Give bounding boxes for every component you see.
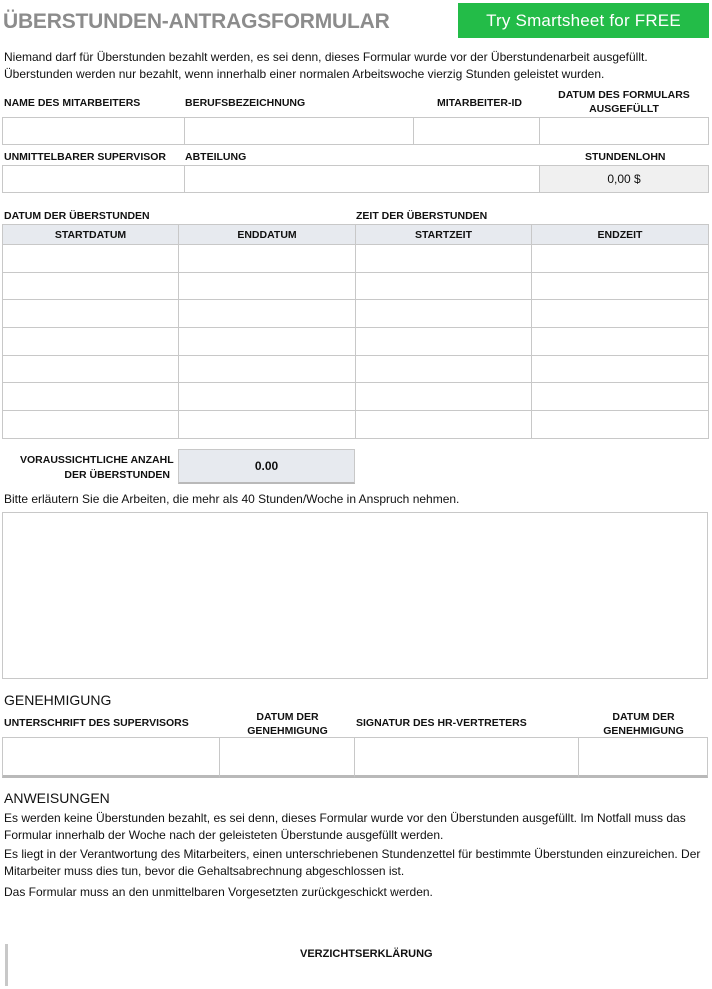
col-start-date: STARTDATUM: [3, 225, 179, 245]
instructions-paragraph-1: Es werden keine Überstunden bezahlt, es sei denn, dieses Formular wurde vor den Überstunden ausgefüllt. Im Notfall muss das Formular innerhalb der Woche nach der geleisteten Überstunde ausgefüllt werden.: [4, 811, 686, 842]
start-time-cell[interactable]: [356, 272, 532, 300]
approval-date-2-field[interactable]: [578, 737, 708, 778]
overtime-date-section-label: DATUM DER ÜBERSTUNDEN: [4, 210, 150, 222]
end-date-cell[interactable]: [179, 272, 356, 300]
overtime-time-section-label: ZEIT DER ÜBERSTUNDEN: [356, 210, 488, 222]
supervisor-field[interactable]: [2, 165, 185, 193]
start-date-cell[interactable]: [3, 245, 179, 273]
department-field[interactable]: [184, 165, 540, 193]
explain-prompt: Bitte erläutern Sie die Arbeiten, die mehr als 40 Stunden/Woche in Anspruch nehmen.: [4, 492, 460, 506]
instructions-heading: ANWEISUNGEN: [4, 790, 110, 806]
try-smartsheet-button[interactable]: Try Smartsheet for FREE: [458, 3, 709, 38]
approval-date-2-label: DATUM DER GENEHMIGUNG: [603, 711, 684, 737]
explain-textarea[interactable]: [2, 512, 708, 679]
hourly-wage-label: STUNDENLOHN: [585, 151, 666, 163]
table-row: [3, 355, 709, 383]
table-row: [3, 300, 709, 328]
job-title-field[interactable]: [184, 117, 414, 145]
start-date-cell[interactable]: [3, 272, 179, 300]
col-end-date: ENDDATUM: [179, 225, 356, 245]
department-label: ABTEILUNG: [185, 151, 247, 163]
intro-line-2: Überstunden werden nur bezahlt, wenn innerhalb einer normalen Arbeitswoche vierzig Stunden geleistet wurden.: [4, 66, 605, 81]
start-time-cell[interactable]: [356, 355, 532, 383]
instructions-paragraph-2: Es liegt in der Verantwortung des Mitarbeiters, einen unterschriebenen Stundenzettel für bestimmte Überstunden einzureichen. Der Mitarbeiter muss dies tun, bevor die Gehaltsabrechnung abgeschlossen ist.: [4, 847, 701, 878]
start-date-cell[interactable]: [3, 328, 179, 356]
table-row: [3, 245, 709, 273]
table-row: [3, 411, 709, 439]
page-title: ÜBERSTUNDEN-ANTRAGSFORMULAR: [3, 10, 390, 33]
table-row: [3, 272, 709, 300]
table-row: [3, 383, 709, 411]
intro-text: [4, 49, 704, 82]
start-time-cell[interactable]: [356, 245, 532, 273]
disclaimer-heading: VERZICHTSERKLÄRUNG: [300, 948, 433, 960]
estimate-label: [20, 453, 174, 483]
end-date-cell[interactable]: [179, 300, 356, 328]
start-date-cell[interactable]: [3, 411, 179, 439]
end-time-cell[interactable]: [532, 411, 709, 439]
table-row: [3, 328, 709, 356]
supervisor-signature-field[interactable]: [2, 737, 220, 778]
end-time-cell[interactable]: [532, 272, 709, 300]
end-time-cell[interactable]: [532, 245, 709, 273]
end-time-cell[interactable]: [532, 355, 709, 383]
disclaimer-border: [5, 944, 8, 986]
job-title-label: BERUFSBEZEICHNUNG: [185, 97, 306, 109]
form-date-label: DATUM DES FORMULARS AUSGEFÜLLT: [558, 89, 690, 115]
approval-date-1-label: DATUM DER GENEHMIGUNG: [247, 711, 328, 737]
employee-id-label: MITARBEITER-ID: [437, 97, 522, 109]
approval-date-1-field[interactable]: [219, 737, 355, 778]
hr-signature-label: SIGNATUR DES HR-VERTRETERS: [356, 717, 527, 729]
end-date-cell[interactable]: [179, 245, 356, 273]
col-start-time: STARTZEIT: [356, 225, 532, 245]
employee-id-field[interactable]: [413, 117, 540, 145]
end-time-cell[interactable]: [532, 383, 709, 411]
end-date-cell[interactable]: [179, 328, 356, 356]
hourly-wage-value: 0,00 $: [539, 165, 709, 193]
col-end-time: ENDZEIT: [532, 225, 709, 245]
employee-name-field[interactable]: [2, 117, 185, 145]
end-date-cell[interactable]: [179, 355, 356, 383]
approval-heading: GENEHMIGUNG: [4, 692, 112, 708]
start-date-cell[interactable]: [3, 300, 179, 328]
form-date-field[interactable]: [539, 117, 709, 145]
end-time-cell[interactable]: [532, 328, 709, 356]
start-date-cell[interactable]: [3, 355, 179, 383]
start-time-cell[interactable]: [356, 411, 532, 439]
hr-signature-field[interactable]: [354, 737, 579, 778]
estimate-value: 0.00: [178, 449, 355, 484]
supervisor-signature-label: UNTERSCHRIFT DES SUPERVISORS: [4, 717, 189, 729]
start-time-cell[interactable]: [356, 383, 532, 411]
start-time-cell[interactable]: [356, 328, 532, 356]
end-date-cell[interactable]: [179, 411, 356, 439]
end-date-cell[interactable]: [179, 383, 356, 411]
start-date-cell[interactable]: [3, 383, 179, 411]
end-time-cell[interactable]: [532, 300, 709, 328]
employee-name-label: NAME DES MITARBEITERS: [4, 97, 141, 109]
start-time-cell[interactable]: [356, 300, 532, 328]
estimate-label-line-1: VORAUSSICHTLICHE ANZAHL: [20, 454, 174, 466]
intro-line-1: Niemand darf für Überstunden bezahlt werden, es sei denn, dieses Formular wurde vor der Überstundenarbeit ausgefüllt.: [4, 50, 648, 64]
overtime-table: [2, 224, 709, 439]
instructions-paragraph-3: Das Formular muss an den unmittelbaren Vorgesetzten zurückgeschickt werden.: [4, 885, 433, 899]
estimate-label-line-2: DER ÜBERSTUNDEN: [64, 469, 170, 481]
supervisor-label: UNMITTELBARER SUPERVISOR: [4, 151, 166, 163]
